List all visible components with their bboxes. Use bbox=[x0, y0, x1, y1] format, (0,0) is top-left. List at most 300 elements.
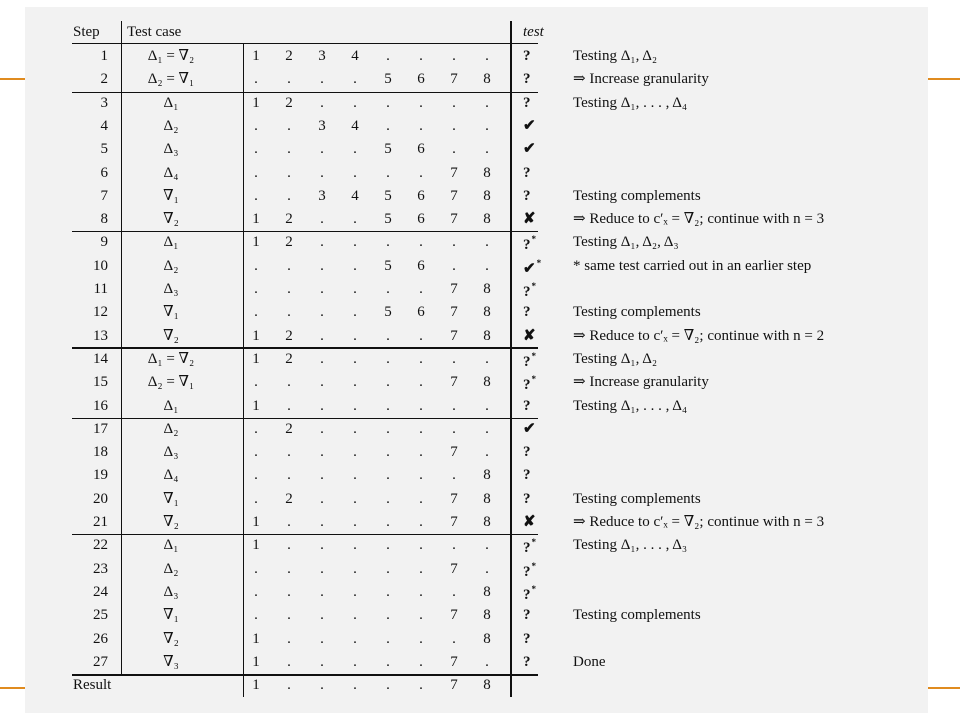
test-result-symbol: ✘ bbox=[523, 211, 536, 228]
trace-cell: . bbox=[419, 374, 423, 391]
test-result bbox=[523, 49, 531, 64]
trace-cell: 7 bbox=[450, 187, 458, 204]
result-cell: . bbox=[320, 677, 324, 694]
test-case-label: Δ₃ bbox=[163, 141, 179, 158]
step-number: 16 bbox=[93, 397, 108, 414]
test-case-label: Δ₂ bbox=[163, 420, 179, 437]
trace-cell: . bbox=[320, 444, 324, 461]
trace-cell: . bbox=[320, 141, 324, 158]
repeated-test-marker: * bbox=[531, 234, 536, 245]
test-result-symbol: ? bbox=[523, 653, 531, 670]
step-note: ⇒ Reduce to c′ₓ = ∇₂; continue with n = 3 bbox=[573, 211, 825, 228]
trace-cell: . bbox=[386, 48, 390, 64]
trace-cell: 5 bbox=[384, 187, 392, 204]
step-number: 1 bbox=[100, 48, 108, 64]
trace-cell: . bbox=[320, 94, 324, 111]
test-result-symbol: ? bbox=[523, 490, 531, 507]
trace-cell: 2 bbox=[285, 420, 293, 437]
test-result bbox=[523, 212, 536, 227]
trace-cell: 8 bbox=[483, 490, 491, 507]
trace-cell: . bbox=[254, 467, 258, 484]
trace-cell: . bbox=[353, 420, 357, 437]
test-case-label: Δ₃ bbox=[163, 281, 179, 297]
trace-cell: 8 bbox=[483, 630, 491, 647]
trace-cell: . bbox=[254, 607, 258, 624]
trace-cell: . bbox=[485, 141, 489, 158]
trace-cell: . bbox=[320, 653, 324, 670]
test-result bbox=[523, 399, 531, 414]
trace-cell: . bbox=[254, 374, 258, 391]
step-number: 20 bbox=[93, 490, 108, 507]
trace-cell: . bbox=[386, 560, 390, 577]
test-result-symbol: ? bbox=[523, 607, 531, 624]
trace-cell: 6 bbox=[417, 187, 425, 204]
test-result-symbol: ? bbox=[523, 377, 531, 394]
trace-cell: 8 bbox=[483, 514, 491, 530]
trace-cell: . bbox=[353, 467, 357, 484]
trace-cell: 2 bbox=[285, 211, 293, 228]
trace-cell: . bbox=[353, 304, 357, 321]
trace-cell: . bbox=[485, 537, 489, 554]
trace-cell: . bbox=[287, 444, 291, 461]
header-test: test bbox=[523, 24, 544, 40]
test-case-label: ∇₁ bbox=[163, 490, 179, 507]
trace-cell: . bbox=[287, 653, 291, 670]
step-number: 21 bbox=[93, 514, 108, 530]
repeated-test-marker: * bbox=[531, 537, 536, 548]
trace-cell: 7 bbox=[450, 304, 458, 321]
result-cell: 7 bbox=[450, 677, 458, 694]
step-number: 9 bbox=[100, 234, 108, 251]
trace-cell: . bbox=[485, 234, 489, 251]
trace-cell: . bbox=[419, 537, 423, 554]
trace-cell: 7 bbox=[450, 327, 458, 344]
step-note: * same test carried out in an earlier step bbox=[573, 257, 812, 274]
trace-cell: . bbox=[353, 490, 357, 507]
column-rule-test bbox=[510, 21, 512, 697]
trace-cell: . bbox=[320, 327, 324, 344]
trace-cell: . bbox=[254, 141, 258, 158]
trace-cell: . bbox=[353, 374, 357, 391]
test-result bbox=[523, 468, 531, 483]
test-result bbox=[523, 119, 536, 134]
test-result-symbol: ? bbox=[523, 71, 531, 88]
test-case-label: Δ₃ bbox=[163, 444, 179, 461]
trace-cell: . bbox=[452, 48, 456, 64]
test-result bbox=[523, 235, 536, 253]
trace-cell: . bbox=[320, 257, 324, 274]
trace-cell: . bbox=[320, 211, 324, 228]
trace-cell: . bbox=[320, 164, 324, 181]
test-result bbox=[523, 72, 531, 87]
test-result-symbol: ? bbox=[523, 563, 531, 580]
test-result bbox=[523, 585, 536, 603]
trace-cell: 4 bbox=[351, 48, 359, 64]
trace-cell: . bbox=[287, 607, 291, 624]
trace-cell: . bbox=[386, 397, 390, 414]
test-case-label: Δ₄ bbox=[163, 467, 179, 484]
test-result-symbol: ✔ bbox=[523, 117, 536, 134]
test-case-label: Δ₂ bbox=[163, 560, 179, 577]
test-result bbox=[523, 329, 536, 344]
trace-cell: . bbox=[485, 48, 489, 64]
trace-cell: . bbox=[419, 281, 423, 297]
trace-cell: . bbox=[353, 444, 357, 461]
trace-cell: . bbox=[485, 560, 489, 577]
trace-cell: . bbox=[419, 514, 423, 530]
trace-cell: . bbox=[386, 630, 390, 647]
trace-cell: 2 bbox=[285, 350, 293, 367]
trace-cell: . bbox=[353, 71, 357, 88]
trace-cell: 8 bbox=[483, 327, 491, 344]
trace-cell: . bbox=[320, 350, 324, 367]
test-case-label: Δ₁ = ∇₂ bbox=[147, 48, 195, 64]
trace-cell: 7 bbox=[450, 211, 458, 228]
trace-cell: . bbox=[419, 117, 423, 134]
trace-cell: . bbox=[419, 327, 423, 344]
trace-cell: . bbox=[320, 397, 324, 414]
trace-cell: . bbox=[419, 583, 423, 600]
trace-cell: . bbox=[320, 630, 324, 647]
test-result bbox=[523, 142, 536, 157]
trace-cell: . bbox=[386, 607, 390, 624]
trace-cell: 7 bbox=[450, 374, 458, 391]
step-number: 5 bbox=[100, 141, 108, 158]
test-case-label: ∇₂ bbox=[163, 630, 179, 647]
trace-cell: . bbox=[254, 420, 258, 437]
test-result-symbol: ? bbox=[523, 304, 531, 321]
trace-cell: 3 bbox=[318, 187, 326, 204]
test-result bbox=[523, 608, 531, 623]
trace-cell: 7 bbox=[450, 490, 458, 507]
trace-cell: . bbox=[452, 583, 456, 600]
step-note: Testing Δ₁, Δ₂ bbox=[573, 350, 658, 367]
trace-cell: 2 bbox=[285, 94, 293, 111]
group-separator bbox=[72, 418, 538, 419]
trace-cell: . bbox=[287, 560, 291, 577]
trace-cell: 1 bbox=[252, 537, 260, 554]
trace-cell: . bbox=[452, 467, 456, 484]
step-number: 18 bbox=[93, 444, 108, 461]
step-note: Testing complements bbox=[573, 304, 701, 321]
trace-cell: . bbox=[353, 141, 357, 158]
test-result bbox=[523, 189, 531, 204]
trace-cell: . bbox=[386, 653, 390, 670]
step-note: ⇒ Increase granularity bbox=[573, 71, 709, 88]
test-case-label: Δ₁ = ∇₂ bbox=[147, 350, 195, 367]
trace-cell: . bbox=[452, 234, 456, 251]
trace-cell: 8 bbox=[483, 211, 491, 228]
trace-cell: . bbox=[452, 397, 456, 414]
step-number: 26 bbox=[93, 630, 108, 647]
trace-cell: 2 bbox=[285, 490, 293, 507]
trace-cell: . bbox=[320, 583, 324, 600]
test-result-symbol: ? bbox=[523, 540, 531, 557]
trace-cell: . bbox=[419, 164, 423, 181]
test-result bbox=[523, 632, 531, 647]
trace-cell: . bbox=[419, 420, 423, 437]
trace-cell: . bbox=[254, 281, 258, 297]
trace-cell: . bbox=[452, 420, 456, 437]
step-number: 22 bbox=[93, 537, 108, 554]
trace-cell: 5 bbox=[384, 257, 392, 274]
trace-cell: . bbox=[287, 304, 291, 321]
repeated-test-marker: * bbox=[531, 374, 536, 385]
trace-cell: . bbox=[320, 607, 324, 624]
trace-cell: . bbox=[353, 164, 357, 181]
trace-cell: . bbox=[287, 514, 291, 530]
trace-cell: . bbox=[287, 630, 291, 647]
trace-cell: . bbox=[386, 583, 390, 600]
result-cell: . bbox=[353, 677, 357, 694]
step-note: Testing complements bbox=[573, 607, 701, 624]
step-number: 19 bbox=[93, 467, 108, 484]
trace-cell: . bbox=[353, 560, 357, 577]
trace-cell: . bbox=[320, 560, 324, 577]
repeated-test-marker: * bbox=[531, 350, 536, 361]
test-result bbox=[523, 375, 536, 393]
trace-cell: . bbox=[320, 514, 324, 530]
trace-cell: . bbox=[485, 420, 489, 437]
trace-cell: 8 bbox=[483, 583, 491, 600]
trace-cell: . bbox=[419, 48, 423, 64]
trace-cell: 7 bbox=[450, 653, 458, 670]
group-separator-thick bbox=[72, 347, 538, 350]
trace-cell: 8 bbox=[483, 607, 491, 624]
trace-cell: . bbox=[386, 117, 390, 134]
test-result-symbol: ✘ bbox=[523, 514, 536, 530]
trace-cell: . bbox=[419, 630, 423, 647]
trace-cell: . bbox=[386, 537, 390, 554]
trace-cell: 7 bbox=[450, 514, 458, 530]
step-number: 8 bbox=[100, 211, 108, 228]
trace-cell: . bbox=[485, 653, 489, 670]
trace-cell: . bbox=[254, 304, 258, 321]
step-number: 10 bbox=[93, 257, 108, 274]
trace-cell: . bbox=[320, 467, 324, 484]
trace-cell: . bbox=[452, 630, 456, 647]
trace-cell: . bbox=[320, 281, 324, 297]
trace-cell: . bbox=[419, 94, 423, 111]
result-cell: . bbox=[419, 677, 423, 694]
test-case-label: Δ₂ bbox=[163, 257, 179, 274]
trace-cell: . bbox=[386, 467, 390, 484]
group-separator bbox=[72, 92, 538, 93]
step-note: ⇒ Reduce to c′ₓ = ∇₂; continue with n = 3 bbox=[573, 514, 825, 530]
trace-cell: . bbox=[353, 583, 357, 600]
trace-cell: 6 bbox=[417, 71, 425, 88]
test-case-label: ∇₂ bbox=[163, 211, 179, 228]
trace-cell: . bbox=[386, 420, 390, 437]
group-separator bbox=[72, 231, 538, 232]
step-number: 7 bbox=[100, 187, 108, 204]
test-result-symbol: ? bbox=[523, 164, 531, 181]
test-case-label: Δ₁ bbox=[163, 94, 179, 111]
step-number: 17 bbox=[93, 420, 108, 437]
test-result bbox=[523, 166, 531, 181]
trace-cell: 1 bbox=[252, 653, 260, 670]
result-cell: . bbox=[287, 677, 291, 694]
step-number: 3 bbox=[100, 94, 108, 111]
trace-cell: . bbox=[254, 444, 258, 461]
column-rule-step bbox=[121, 21, 122, 674]
trace-cell: 3 bbox=[318, 48, 326, 64]
step-number: 27 bbox=[93, 653, 108, 670]
test-result-symbol: ✔ bbox=[523, 420, 536, 437]
test-case-label: Δ₁ bbox=[163, 234, 179, 251]
trace-cell: 8 bbox=[483, 164, 491, 181]
trace-cell: 8 bbox=[483, 281, 491, 297]
trace-cell: . bbox=[254, 187, 258, 204]
header-step: Step bbox=[73, 24, 100, 40]
step-note: ⇒ Increase granularity bbox=[573, 374, 709, 391]
trace-cell: . bbox=[353, 211, 357, 228]
test-case-label: ∇₂ bbox=[163, 514, 179, 530]
test-case-label: Δ₄ bbox=[163, 164, 179, 181]
trace-cell: 6 bbox=[417, 141, 425, 158]
repeated-test-marker: * bbox=[531, 560, 536, 571]
trace-cell: . bbox=[287, 537, 291, 554]
trace-cell: . bbox=[419, 234, 423, 251]
trace-figure bbox=[25, 7, 928, 713]
trace-cell: . bbox=[287, 583, 291, 600]
trace-cell: 5 bbox=[384, 304, 392, 321]
test-result bbox=[523, 655, 531, 670]
column-rule-case bbox=[243, 43, 244, 697]
trace-cell: . bbox=[485, 257, 489, 274]
test-result bbox=[523, 562, 536, 580]
trace-cell: . bbox=[452, 117, 456, 134]
test-result bbox=[523, 352, 536, 370]
trace-cell: . bbox=[254, 560, 258, 577]
trace-cell: 5 bbox=[384, 211, 392, 228]
trace-cell: . bbox=[386, 374, 390, 391]
test-result-symbol: ? bbox=[523, 187, 531, 204]
trace-cell: . bbox=[485, 117, 489, 134]
trace-cell: 1 bbox=[252, 514, 260, 530]
test-result-symbol: ? bbox=[523, 284, 531, 300]
trace-cell: . bbox=[485, 350, 489, 367]
trace-cell: . bbox=[287, 257, 291, 274]
test-case-label: ∇₃ bbox=[163, 653, 179, 670]
trace-cell: . bbox=[386, 234, 390, 251]
trace-cell: . bbox=[254, 583, 258, 600]
trace-cell: . bbox=[485, 397, 489, 414]
trace-cell: 2 bbox=[285, 48, 293, 64]
trace-cell: . bbox=[386, 444, 390, 461]
trace-cell: . bbox=[320, 420, 324, 437]
trace-cell: 7 bbox=[450, 560, 458, 577]
trace-cell: . bbox=[386, 514, 390, 530]
trace-cell: . bbox=[287, 467, 291, 484]
trace-cell: . bbox=[452, 350, 456, 367]
test-result-symbol: ? bbox=[523, 237, 531, 254]
step-number: 13 bbox=[93, 327, 108, 344]
test-result-symbol: ? bbox=[523, 444, 531, 461]
trace-cell: . bbox=[386, 350, 390, 367]
trace-cell: . bbox=[386, 327, 390, 344]
trace-cell: 7 bbox=[450, 607, 458, 624]
test-result-symbol: ? bbox=[523, 94, 531, 111]
trace-cell: . bbox=[320, 234, 324, 251]
test-result bbox=[523, 538, 536, 556]
trace-cell: . bbox=[287, 187, 291, 204]
trace-cell: 6 bbox=[417, 304, 425, 321]
test-result-symbol: ? bbox=[523, 48, 531, 64]
trace-cell: 8 bbox=[483, 374, 491, 391]
test-result bbox=[523, 282, 536, 300]
trace-cell: 5 bbox=[384, 71, 392, 88]
trace-cell: . bbox=[419, 444, 423, 461]
repeated-test-marker: * bbox=[531, 583, 536, 594]
trace-cell: . bbox=[386, 164, 390, 181]
test-result-symbol: ? bbox=[523, 586, 531, 603]
test-result bbox=[523, 515, 536, 530]
trace-cell: 1 bbox=[252, 234, 260, 251]
test-result bbox=[523, 445, 531, 460]
step-number: 4 bbox=[100, 117, 108, 134]
trace-cell: . bbox=[419, 607, 423, 624]
test-result-symbol: ✔ bbox=[523, 141, 536, 158]
result-cell: 8 bbox=[483, 677, 491, 694]
step-note: Testing Δ₁, . . . , Δ₃ bbox=[573, 537, 688, 554]
trace-cell: 1 bbox=[252, 211, 260, 228]
test-result-symbol: ? bbox=[523, 397, 531, 414]
step-number: 6 bbox=[100, 164, 108, 181]
trace-cell: . bbox=[287, 71, 291, 88]
trace-cell: . bbox=[419, 560, 423, 577]
trace-cell: 7 bbox=[450, 164, 458, 181]
step-note: Testing Δ₁, . . . , Δ₄ bbox=[573, 397, 688, 414]
trace-cell: . bbox=[353, 234, 357, 251]
trace-cell: 4 bbox=[351, 187, 359, 204]
step-note: Testing Δ₁, Δ₂, Δ₃ bbox=[573, 234, 679, 251]
trace-cell: 2 bbox=[285, 234, 293, 251]
trace-cell: 8 bbox=[483, 187, 491, 204]
test-case-label: ∇₁ bbox=[163, 187, 179, 204]
trace-cell: . bbox=[353, 514, 357, 530]
trace-cell: 1 bbox=[252, 94, 260, 111]
trace-cell: . bbox=[254, 117, 258, 134]
trace-cell: 8 bbox=[483, 467, 491, 484]
trace-cell: 7 bbox=[450, 281, 458, 297]
step-number: 11 bbox=[93, 281, 108, 297]
repeated-test-marker: * bbox=[531, 281, 536, 291]
trace-cell: . bbox=[452, 257, 456, 274]
trace-cell: . bbox=[419, 490, 423, 507]
result-label: Result bbox=[73, 677, 112, 694]
trace-cell: 7 bbox=[450, 71, 458, 88]
trace-cell: . bbox=[287, 141, 291, 158]
step-note: Testing Δ₁, . . . , Δ₄ bbox=[573, 94, 688, 111]
test-result bbox=[523, 96, 531, 111]
test-case-label: ∇₁ bbox=[163, 607, 179, 624]
trace-cell: . bbox=[419, 350, 423, 367]
test-result bbox=[523, 492, 531, 507]
test-result-symbol: ? bbox=[523, 353, 531, 370]
trace-cell: 6 bbox=[417, 257, 425, 274]
step-number: 23 bbox=[93, 560, 108, 577]
step-number: 25 bbox=[93, 607, 108, 624]
trace-cell: . bbox=[353, 397, 357, 414]
trace-cell: . bbox=[353, 281, 357, 297]
trace-cell: 8 bbox=[483, 71, 491, 88]
test-result-symbol: ✔ bbox=[523, 260, 536, 277]
trace-cell: . bbox=[353, 537, 357, 554]
step-note: Done bbox=[573, 653, 606, 670]
trace-cell: 1 bbox=[252, 350, 260, 367]
trace-cell: 1 bbox=[252, 397, 260, 414]
